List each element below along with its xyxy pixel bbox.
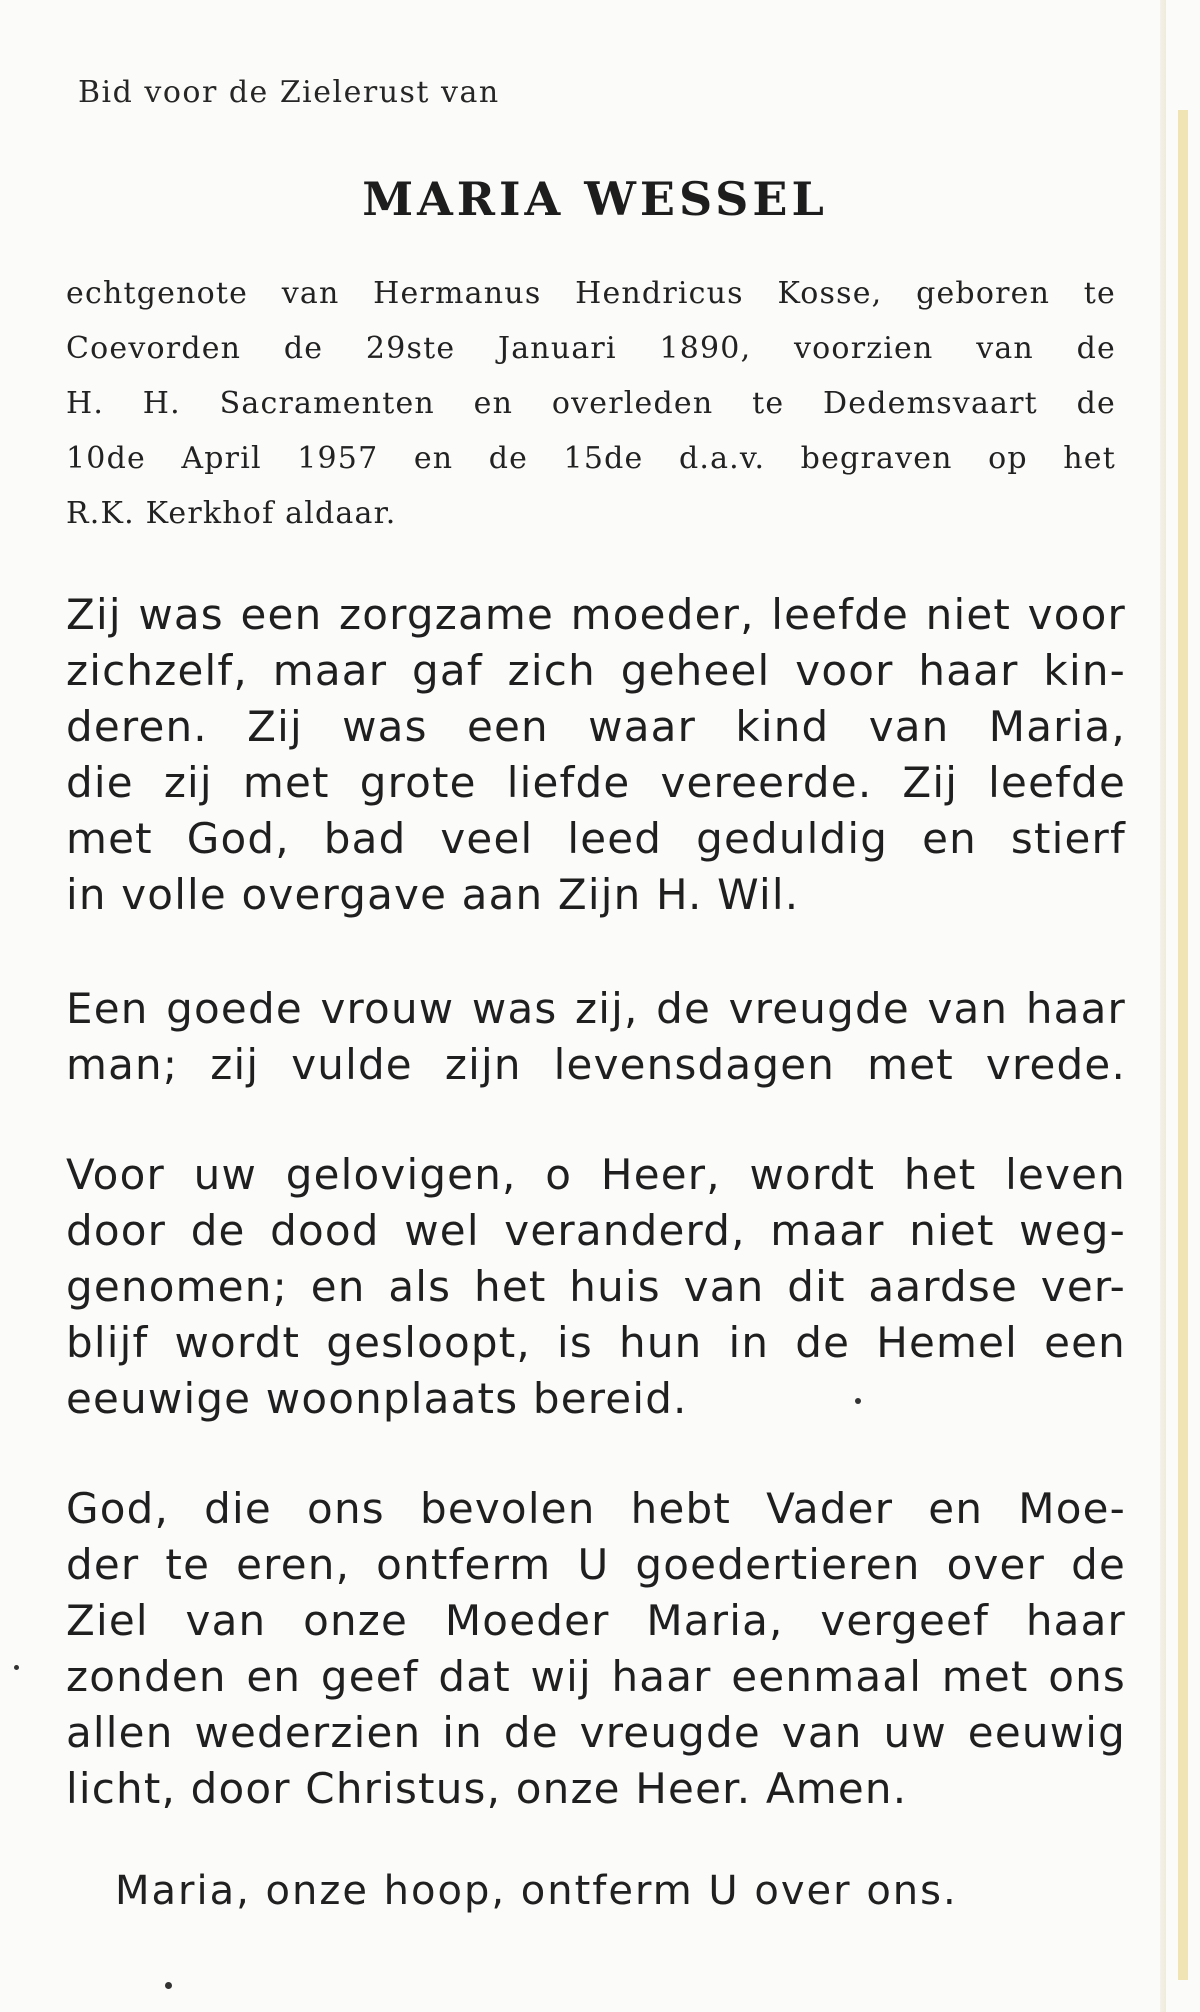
card-intro: Bid voor de Zielerust van <box>78 75 500 110</box>
card-edge-shadow <box>1160 0 1166 2012</box>
paragraph-line: zichzelf, maar gaf zich geheel voor haar kin- <box>66 646 1126 695</box>
paragraph-line: Voor uw gelovigen, o Heer, wordt het leven <box>66 1150 1126 1199</box>
bio-line: H. H. Sacramenten en overleden te Dedemsvaart de <box>66 386 1116 421</box>
paragraph-line: eeuwige woonplaats bereid. <box>66 1374 688 1423</box>
paragraph-line: blijf wordt gesloopt, is hun in de Hemel een <box>66 1318 1126 1367</box>
card-edge-gold-border <box>1178 110 1188 1980</box>
paragraph-line: licht, door Christus, onze Heer. Amen. <box>66 1764 908 1813</box>
paragraph-line: door de dood wel veranderd, maar niet weg- <box>66 1206 1126 1255</box>
print-speck <box>165 1982 172 1989</box>
paragraph-line: zonden en geef dat wij haar eenmaal met ons <box>66 1652 1126 1701</box>
paragraph-line: genomen; en als het huis van dit aardse ver- <box>66 1262 1126 1311</box>
paragraph-line: allen wederzien in de vreugde van uw eeuwig <box>66 1708 1126 1757</box>
print-speck <box>855 1398 861 1404</box>
paragraph-line: in volle overgave aan Zijn H. Wil. <box>66 870 800 919</box>
bio-line: Coevorden de 29ste Januari 1890, voorzien van de <box>66 331 1116 366</box>
print-speck <box>14 1665 19 1670</box>
bio-line: 10de April 1957 en de 15de d.a.v. begraven op het <box>66 441 1116 476</box>
paragraph-line: Zij was een zorgzame moeder, leefde niet voor <box>66 590 1126 639</box>
paragraph-line: der te eren, ontferm U goedertieren over de <box>66 1540 1126 1589</box>
paragraph-line: Een goede vrouw was zij, de vreugde van haar <box>66 984 1126 1033</box>
paragraph-line: die zij met grote liefde vereerde. Zij leefde <box>66 758 1126 807</box>
paragraph-line: man; zij vulde zijn levensdagen met vrede. <box>66 1040 1126 1089</box>
paragraph-line: deren. Zij was een waar kind van Maria, <box>66 702 1126 751</box>
deceased-name: MARIA WESSEL <box>362 172 828 226</box>
paragraph-line: God, die ons bevolen hebt Vader en Moe- <box>66 1484 1126 1533</box>
bio-line: echtgenote van Hermanus Hendricus Kosse, geboren te <box>66 276 1116 311</box>
paragraph-line: Ziel van onze Moeder Maria, vergeef haar <box>66 1596 1126 1645</box>
bio-line: R.K. Kerkhof aldaar. <box>66 496 397 531</box>
paragraph-line: met God, bad veel leed geduldig en stierf <box>66 814 1126 863</box>
closing-prayer: Maria, onze hoop, ontferm U over ons. <box>115 1868 958 1914</box>
